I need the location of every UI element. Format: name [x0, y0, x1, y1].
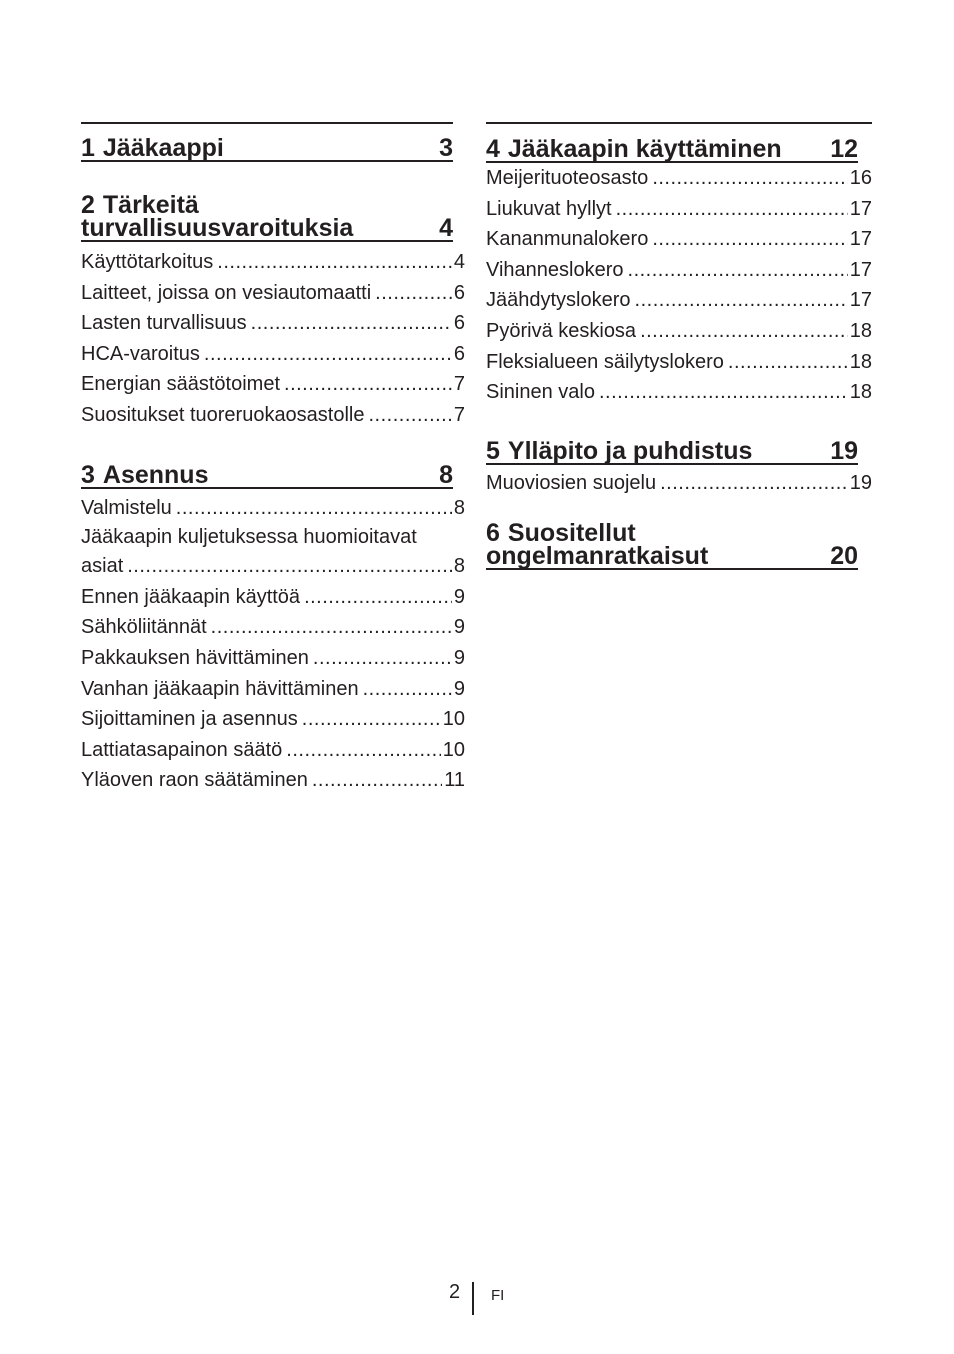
section-title-line1: Tärkeitä — [102, 191, 199, 219]
section-number: 2 — [81, 191, 95, 219]
entry-label: Lasten turvallisuus — [81, 312, 247, 335]
entry-label: Fleksialueen säilytyslokero — [486, 350, 724, 373]
entry-label: Ennen jääkaapin käyttöä — [81, 585, 301, 608]
entry-page: 9 — [453, 646, 465, 669]
dot-leader — [304, 582, 452, 613]
dot-leader — [660, 468, 848, 499]
section-number: 5 — [486, 436, 500, 465]
entry-list — [81, 493, 465, 796]
entry-page: 16 — [849, 167, 872, 189]
entry-page: 17 — [849, 228, 872, 251]
section-page: 19 — [830, 436, 858, 465]
toc-entry[interactable] — [81, 369, 465, 400]
entry-label: Vanhan jääkaapin hävittäminen — [81, 677, 359, 700]
section-heading-5[interactable] — [486, 433, 858, 465]
entry-page: 8 — [453, 496, 465, 519]
section-title: Asennus — [102, 460, 209, 489]
section-heading-3[interactable] — [81, 457, 453, 489]
toc-entry[interactable] — [486, 468, 872, 499]
entry-label: Pakkauksen hävittäminen — [81, 646, 309, 669]
toc-entry[interactable] — [81, 339, 465, 370]
entry-label: Sijoittaminen ja asennus — [81, 708, 298, 731]
entry-label: Sininen valo — [486, 381, 595, 404]
section-page: 3 — [439, 134, 453, 162]
dot-leader — [286, 735, 440, 766]
entry-label: Muoviosien suojelu — [486, 471, 657, 494]
toc-entry[interactable] — [486, 377, 872, 408]
entry-page: 9 — [453, 677, 465, 700]
entry-label: Valmistelu — [81, 496, 172, 519]
dot-leader — [313, 643, 452, 674]
dot-leader — [652, 224, 847, 255]
section-number: 4 — [486, 135, 500, 163]
toc-entry[interactable] — [486, 224, 872, 255]
dot-leader — [728, 347, 848, 378]
section-title: Jääkaapin käyttäminen — [507, 135, 782, 163]
entry-page: 6 — [453, 312, 465, 335]
entry-label: Liukuvat hyllyt — [486, 197, 612, 220]
footer-divider — [472, 1282, 474, 1315]
section-number: 6 — [486, 519, 500, 548]
entry-page: 6 — [453, 342, 465, 365]
toc-right-column — [486, 122, 872, 570]
toc-entry[interactable] — [81, 674, 465, 705]
entry-page: 4 — [453, 251, 465, 273]
page-number: 2 — [449, 1281, 461, 1303]
dot-leader — [217, 247, 452, 278]
dot-leader — [640, 316, 848, 347]
entry-page: 17 — [849, 289, 872, 312]
section-title: ongelmanratkaisut — [486, 542, 709, 571]
entry-page: 10 — [442, 738, 465, 761]
toc-entry[interactable] — [81, 308, 465, 339]
dot-leader — [375, 278, 452, 309]
toc-entry[interactable] — [81, 735, 465, 766]
entry-list — [486, 163, 872, 408]
dot-leader — [284, 369, 452, 400]
entry-label: Lattiatasapainon säätö — [81, 738, 283, 761]
toc-entry[interactable] — [81, 582, 465, 613]
entry-page: 18 — [849, 350, 872, 373]
entry-page: 11 — [444, 769, 465, 792]
entry-page: 6 — [453, 281, 465, 304]
toc-left-column — [81, 122, 465, 796]
dot-leader — [127, 551, 452, 582]
section-page: 12 — [830, 135, 858, 163]
dot-leader — [652, 163, 847, 194]
entry-label: Energian säästötoimet — [81, 373, 281, 396]
section-title: Ylläpito ja puhdistus — [507, 436, 753, 465]
toc-entry[interactable] — [81, 247, 465, 278]
dot-leader — [302, 704, 441, 735]
entry-page: 9 — [453, 585, 465, 608]
entry-page: 18 — [849, 319, 872, 342]
entry-label: Meijerituoteosasto — [486, 167, 649, 189]
entry-page: 17 — [849, 197, 872, 220]
entry-page: 10 — [442, 708, 465, 731]
section-title: Jääkaappi — [102, 134, 224, 162]
entry-label-line1: Jääkaapin kuljetuksessa huomioitavat — [81, 526, 417, 549]
section-page: 8 — [439, 460, 453, 489]
section-page: 4 — [439, 214, 453, 242]
entry-label: Laitteet, joissa on vesiautomaatti — [81, 281, 372, 304]
entry-label: Yläoven raon säätäminen — [81, 769, 308, 792]
toc-entry[interactable] — [486, 163, 872, 194]
dot-leader — [599, 377, 848, 408]
entry-label: Käyttötarkoitus — [81, 251, 214, 273]
toc-entry[interactable] — [81, 612, 465, 643]
toc-entry[interactable] — [81, 523, 465, 582]
entry-list — [486, 468, 872, 499]
entry-page: 8 — [453, 555, 465, 578]
entry-label: Kananmunalokero — [486, 228, 649, 251]
section-title: turvallisuusvaroituksia — [81, 214, 354, 242]
section-page: 20 — [830, 542, 858, 571]
entry-label: HCA-varoitus — [81, 342, 200, 365]
entry-label: Sähköliitännät — [81, 616, 207, 639]
dot-leader — [635, 285, 848, 316]
top-rule — [486, 122, 872, 124]
section-heading-6[interactable] — [486, 519, 858, 571]
toc-entry[interactable] — [486, 347, 872, 378]
entry-list — [81, 247, 465, 431]
entry-page: 17 — [849, 258, 872, 281]
top-rule — [81, 122, 453, 124]
dot-leader — [211, 612, 452, 643]
section-number: 1 — [81, 134, 95, 162]
section-title-line1: Suositellut — [507, 519, 636, 548]
toc-entry[interactable] — [81, 278, 465, 309]
section-number: 3 — [81, 460, 95, 489]
section-heading-2[interactable] — [81, 191, 453, 242]
dot-leader — [616, 194, 848, 225]
entry-page: 18 — [849, 381, 872, 404]
section-heading-1[interactable] — [81, 130, 453, 162]
toc-entry[interactable] — [486, 194, 872, 225]
dot-leader — [369, 400, 452, 431]
entry-label: Pyörivä keskiosa — [486, 319, 637, 342]
toc-entry[interactable] — [81, 493, 465, 524]
toc-entry[interactable] — [81, 704, 465, 735]
toc-entry[interactable] — [81, 765, 465, 796]
dot-leader — [363, 674, 452, 705]
section-heading-4[interactable] — [486, 130, 858, 163]
dot-leader — [312, 765, 442, 796]
dot-leader — [204, 339, 452, 370]
entry-label: Jäähdytyslokero — [486, 289, 631, 312]
entry-page: 7 — [453, 403, 465, 426]
dot-leader — [628, 255, 848, 286]
entry-label: asiat — [81, 555, 124, 578]
dot-leader — [251, 308, 452, 339]
entry-page: 19 — [849, 471, 872, 494]
toc-entry[interactable] — [81, 643, 465, 674]
toc-entry[interactable] — [81, 400, 465, 431]
toc-entry[interactable] — [486, 285, 872, 316]
entry-label: Suositukset tuoreruokaosastolle — [81, 403, 365, 426]
dot-leader — [176, 493, 452, 524]
language-code: FI — [491, 1287, 505, 1304]
toc-entry[interactable] — [486, 316, 872, 347]
entry-page: 7 — [453, 373, 465, 396]
entry-page: 9 — [453, 616, 465, 639]
entry-label: Vihanneslokero — [486, 258, 624, 281]
toc-entry[interactable] — [486, 255, 872, 286]
